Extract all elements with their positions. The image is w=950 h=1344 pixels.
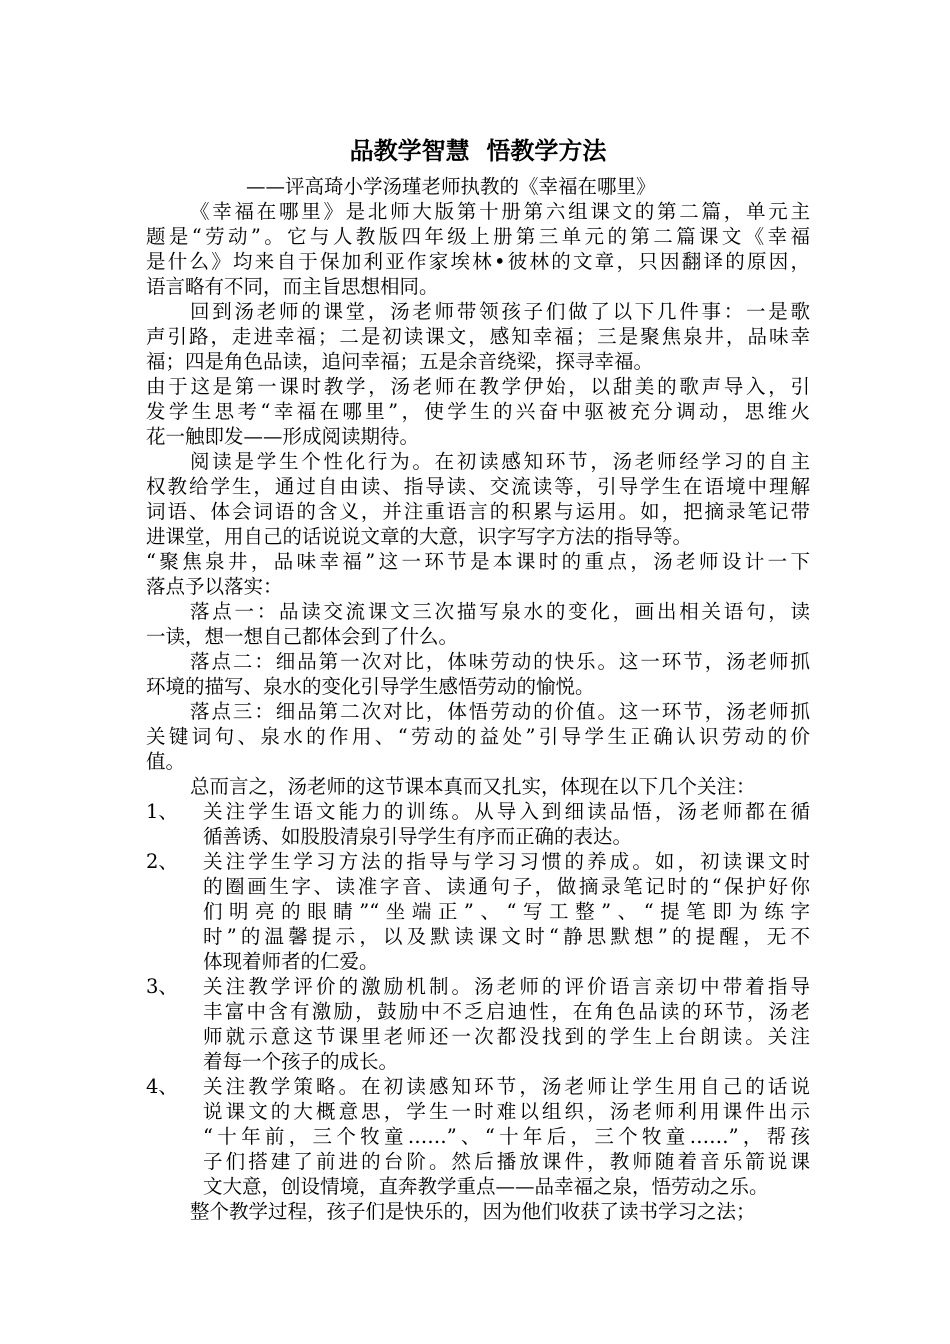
paragraph-line: 值。: [146, 750, 186, 773]
paragraph-line: 整个教学过程，孩子们是快乐的，因为他们收获了读书学习之法；: [190, 1200, 756, 1223]
list-item-line: 关注教学评价的激励机制。汤老师的评价语言亲切中带着指导: [203, 975, 810, 998]
paragraph-line: 声引路，走进幸福；二是初读课文，感知幸福；三是聚焦泉井，品味幸: [146, 325, 810, 348]
paragraph: [146, 199, 810, 299]
paragraph-line: 题是“劳动”。它与人教版四年级上册第三单元的第二篇课文《幸福: [146, 225, 810, 248]
paragraph-line: 回到汤老师的课堂，汤老师带领孩子们做了以下几件事：一是歌: [190, 300, 810, 323]
paragraph: [146, 774, 810, 799]
paragraph: [146, 549, 810, 599]
list-item-body: [203, 974, 810, 1074]
paragraph-line: 落点二：细品第一次对比，体味劳动的快乐。这一环节，汤老师抓: [190, 650, 810, 673]
paragraph-line: 《幸福在哪里》是北师大版第十册第六组课文的第二篇，单元主: [190, 200, 810, 223]
paragraph: [146, 699, 810, 774]
paragraph-line: 由于这是第一课时教学，汤老师在教学伊始，以甜美的歌声导入，引: [146, 375, 810, 398]
document-page: [146, 134, 810, 1224]
paragraph: [146, 299, 810, 374]
list-item-line: 们明亮的眼睛”“坐端正”、“写工整”、“提笔即为练字: [203, 900, 810, 923]
list-item-body: [203, 1074, 810, 1199]
paragraph-line: 环境的描写、泉水的变化引导学生感悟劳动的愉悦。: [146, 675, 595, 698]
paragraph: [146, 649, 810, 699]
paragraph-line: 发学生思考“幸福在哪里”，使学生的兴奋中驱被充分调动，思维火: [146, 400, 810, 423]
list-item: [146, 974, 810, 1074]
paragraph-line: 落点三：细品第二次对比，体悟劳动的价值。这一环节，汤老师抓: [190, 700, 810, 723]
paragraph-line: 是什么》均来自于保加利亚作家埃林•彼林的文章，只因翻译的原因，: [146, 250, 810, 273]
list-item-line: 师就示意这节课里老师还一次都没找到的学生上台朗读。关注: [203, 1025, 810, 1048]
paragraph-line: 关键词句、泉水的作用、“劳动的益处”引导学生正确认识劳动的价: [146, 725, 810, 748]
paragraph: [146, 1199, 810, 1224]
paragraph-line: 语言略有不同，而主旨思想相同。: [146, 275, 439, 298]
list-item-number: 2、: [146, 850, 178, 873]
list-item: [146, 849, 810, 974]
list-item-body: [203, 799, 810, 849]
paragraph-line: 进课堂，用自己的话说说文章的大意，识字写字方法的指导等。: [146, 525, 693, 548]
document-subtitle: ——评高琦小学汤瑾老师执教的《幸福在哪里》: [246, 175, 656, 198]
paragraph-line: 权教给学生，通过自由读、指导读、交流读等，引导学生在语境中理解: [146, 475, 810, 498]
list-item-line: 时”的温馨提示，以及默读课文时“静思默想”的提醒，无不: [203, 925, 810, 948]
list-item-line: “十年前，三个牧童……”、“十年后，三个牧童……”，帮孩: [203, 1125, 810, 1148]
list-item-line: 关注学生语文能力的训练。从导入到细读品悟，汤老师都在循: [203, 800, 810, 823]
list-item-line: 说课文的大概意思，学生一时难以组织，汤老师利用课件出示: [203, 1100, 810, 1123]
list-item-line: 丰富中含有激励，鼓励中不乏启迪性，在角色品读的环节，汤老: [203, 1000, 810, 1023]
list-item-line: 关注学生学习方法的指导与学习习惯的养成。如，初读课文时: [203, 850, 810, 873]
paragraph-line: 福；四是角色品读，追问幸福；五是余音绕梁，探寻幸福。: [146, 350, 654, 373]
list-item-line: 关注教学策略。在初读感知环节，汤老师让学生用自己的话说: [203, 1075, 810, 1098]
paragraph-line: 词语、体会词语的含义，并注重语言的积累与运用。如，把摘录笔记带: [146, 500, 810, 523]
paragraph-line: 一读，想一想自己都体会到了什么。: [146, 625, 459, 648]
list-item: [146, 1074, 810, 1199]
list-item-number: 4、: [146, 1075, 178, 1098]
focus-list: [146, 799, 810, 1199]
document-body: [146, 199, 810, 1224]
paragraph-line: 花一触即发——形成阅读期待。: [146, 425, 420, 448]
list-item-line: 子们搭建了前进的台阶。然后播放课件，教师随着音乐箭说课: [203, 1150, 810, 1173]
list-item-line: 着每一个孩子的成长。: [203, 1050, 399, 1073]
list-item-line: 文大意，创设情境，直奔教学重点——品幸福之泉，悟劳动之乐。: [203, 1175, 769, 1198]
paragraph-line: 阅读是学生个性化行为。在初读感知环节，汤老师经学习的自主: [190, 450, 810, 473]
list-item-line: 的圈画生字、读准字音、读通句子，做摘录笔记时的“保护好你: [203, 875, 810, 898]
paragraph-line: 总而言之，汤老师的这节课本真而又扎实，体现在以下几个关注：: [190, 775, 756, 798]
paragraph-line: 落点予以落实：: [146, 575, 283, 598]
paragraph-line: “聚焦泉井，品味幸福”这一环节是本课时的重点，汤老师设计一下: [146, 550, 810, 573]
paragraph: [146, 599, 810, 649]
list-item-number: 3、: [146, 975, 178, 998]
paragraph: [146, 374, 810, 449]
list-item-number: 1、: [146, 800, 178, 823]
list-item: [146, 799, 810, 849]
list-item-line: 体现着师者的仁爱。: [203, 950, 379, 973]
paragraph-line: 落点一：品读交流课文三次描写泉水的变化，画出相关语句，读: [190, 600, 810, 623]
document-title: 品教学智慧 悟教学方法: [349, 137, 607, 165]
list-item-line: 循善诱、如股股清泉引导学生有序而正确的表达。: [203, 825, 633, 848]
paragraph: [146, 449, 810, 549]
list-item-body: [203, 849, 810, 974]
